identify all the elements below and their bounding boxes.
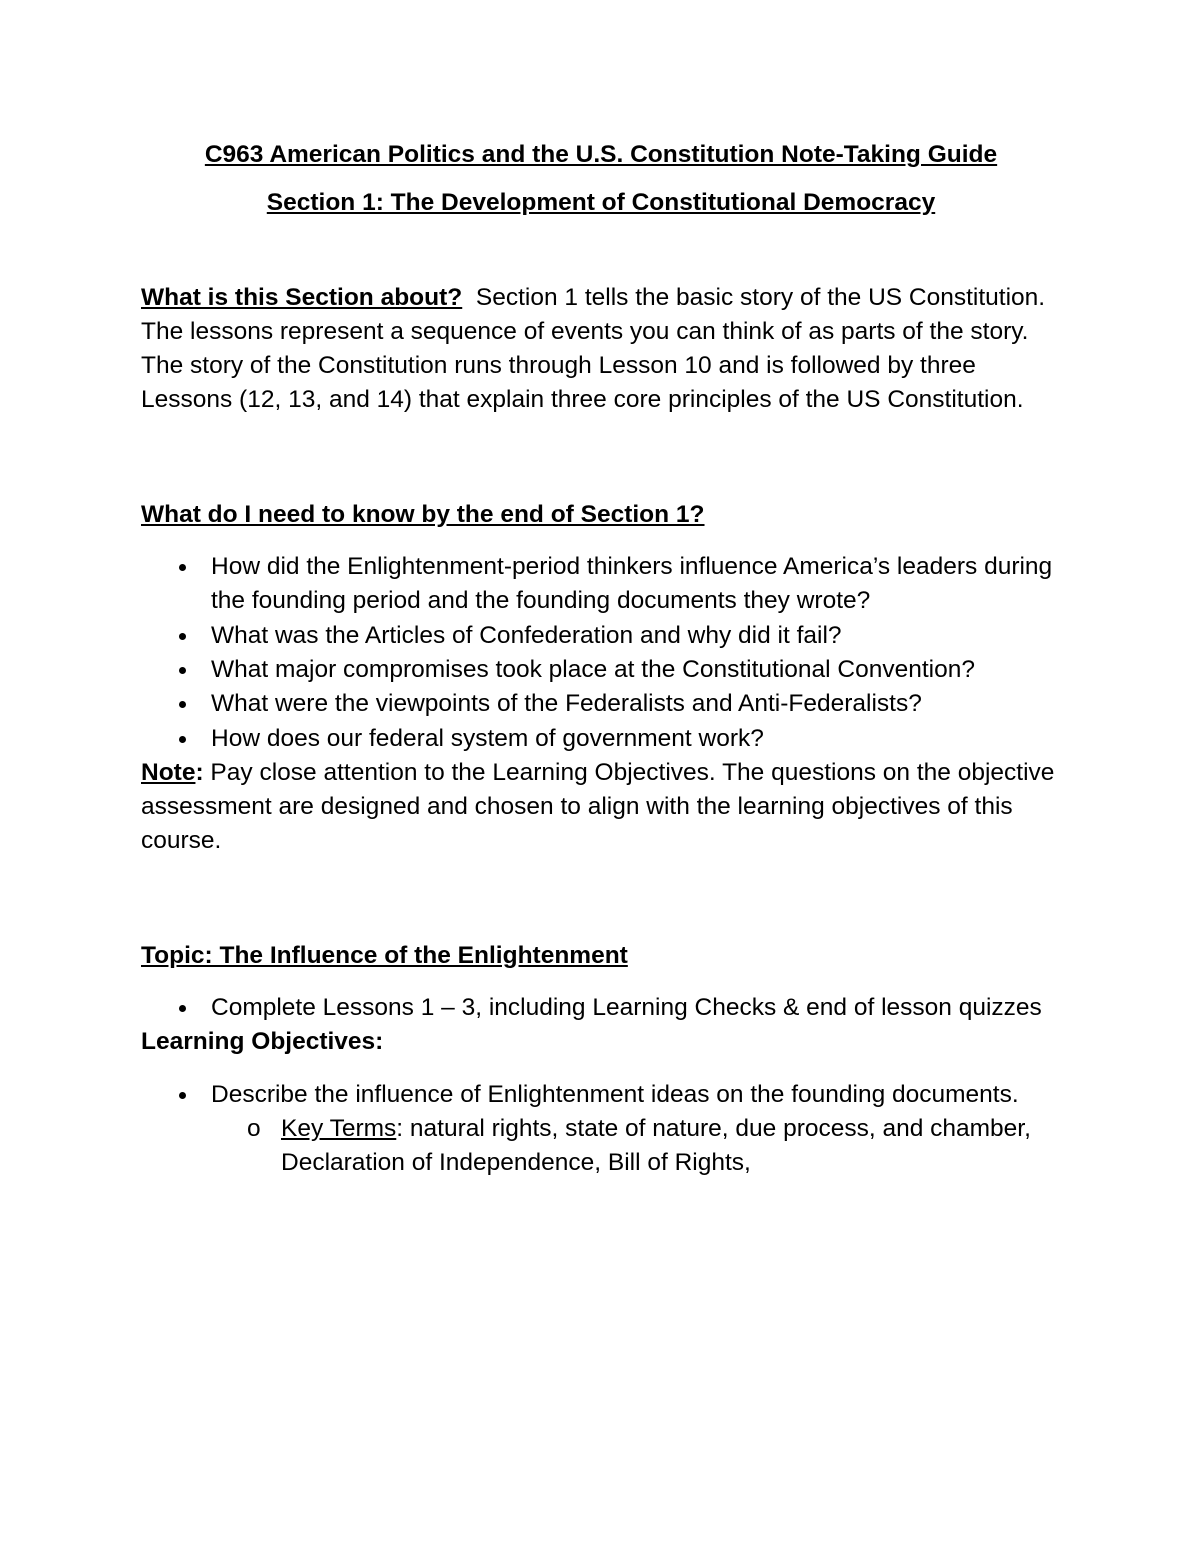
- list-item: How did the Enlightenment-period thinkers influence America’s leaders during the founding period and the founding documents they wrote?: [141, 550, 1061, 619]
- section-title: Section 1: The Development of Constitutional Democracy: [266, 189, 936, 217]
- know-heading: What do I need to know by the end of Section 1?: [141, 500, 705, 528]
- learning-objectives-list: [141, 1078, 1061, 1181]
- list-item: [141, 1078, 1061, 1181]
- list-item: What major compromises took place at the Constitutional Convention?: [141, 653, 1061, 687]
- list-item: How does our federal system of government work?: [141, 722, 1061, 756]
- list-item: Complete Lessons 1 – 3, including Learning Checks & end of lesson quizzes: [141, 991, 1061, 1025]
- note-colon: :: [195, 758, 204, 786]
- topic-heading: Topic: The Influence of the Enlightenment: [141, 941, 628, 969]
- document-title: C963 American Politics and the U.S. Constitution Note-Taking Guide: [204, 141, 998, 168]
- note-label: Note: [141, 758, 196, 786]
- objective-text: Describe the influence of Enlightenment ideas on the founding documents.: [211, 1080, 1019, 1108]
- list-item: What was the Articles of Confederation and why did it fail?: [141, 619, 1061, 653]
- circle-bullet-icon: o: [247, 1114, 261, 1142]
- key-terms-item: [211, 1112, 1061, 1181]
- note-body: Pay close attention to the Learning Objectives. The questions on the objective assessment are designed and chosen to align with the learning objectives of this course.: [141, 758, 1055, 855]
- learning-objectives-heading: Learning Objectives:: [141, 1028, 384, 1056]
- about-paragraph: [141, 281, 1061, 418]
- note-paragraph: [141, 756, 1061, 859]
- know-list: [141, 550, 1061, 756]
- key-terms-label: Key Terms: [281, 1114, 397, 1142]
- topic-list: [141, 991, 1061, 1025]
- list-item: What were the viewpoints of the Federalists and Anti-Federalists?: [141, 687, 1061, 721]
- about-heading: What is this Section about?: [141, 283, 463, 311]
- key-terms-sublist: [211, 1112, 1061, 1181]
- key-terms-body: : natural rights, state of nature, due process, and chamber, Declaration of Independence, Bill of Rights,: [281, 1114, 1031, 1177]
- about-body: Section 1 tells the basic story of the US Constitution. The lessons represent a sequence of events you can think of as parts of the story. The story of the Constitution runs through Lesson 10 and is followed by three Lessons (12, 13, and 14) that explain three core principles of the US Constitution.: [141, 283, 1046, 414]
- document-page: [141, 138, 1061, 1181]
